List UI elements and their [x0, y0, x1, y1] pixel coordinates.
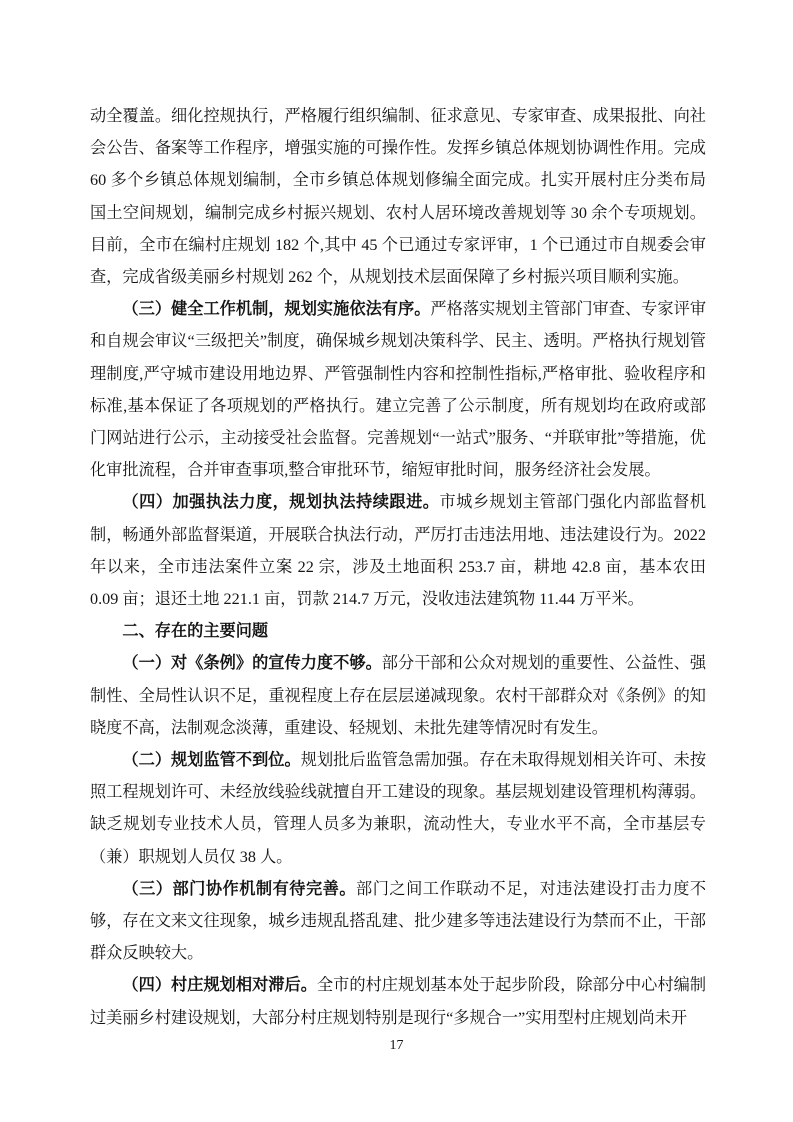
paragraph-lead: （三）部门协作机制有待完善。 [122, 879, 357, 898]
paragraph-problem-1-publicity [90, 647, 706, 744]
paragraph-text: 动全覆盖。细化控规执行，严格履行组织编制、征求意见、专家审查、成果报批、向社会公告、备案等工作程序，增强实施的可操作性。发挥乡镇总体规划协调性作用。完成 60 多个乡镇总体规划编制，全市乡镇总体规划修编全面完成。扎实开展村庄分类布局国土空间规划，编制完成乡村振兴规划、农村人居环境改善规划等 30 余个专项规划。目前，全市在编村庄规划 182 个,其中 45 个已通过专家评审，1 个已通过市自规委会审查，完成省级美丽乡村规划 262 个，从规划技术层面保障了乡村振兴项目顺利实施。 [90, 107, 706, 287]
page-footer [0, 1036, 793, 1056]
document-content [90, 100, 706, 1034]
paragraph-problem-3-coordination [90, 873, 706, 970]
page-number: 17 [389, 1038, 404, 1053]
paragraph-text: 部分干部和公众对规划的重要性、公益性、强制性、全局性认识不足，重视程度上存在层层递减现象。农村干部群众对《条例》的知晓度不高，法制观念淡薄，重建设、轻规划、未批先建等情况时有发生。 [90, 654, 707, 737]
paragraph-lead: （二）规划监管不到位。 [122, 751, 301, 770]
paragraph-text: 部门之间工作联动不足，对违法建设打击力度不够，存在文来文往现象，城乡违规乱搭乱建、批少建多等违法建设行为禁而不止，干部群众反映较大。 [90, 879, 707, 963]
paragraph-problem-4-village-planning [90, 969, 706, 1033]
paragraph-lead: （三）健全工作机制，规划实施依法有序。 [122, 300, 431, 319]
paragraph-problem-2-supervision [90, 744, 706, 873]
paragraph-lead: （四）村庄规划相对滞后。 [122, 976, 317, 995]
paragraph-lead: （四）加强执法力度，规划执法持续跟进。 [122, 493, 440, 512]
paragraph-item-3-mechanism [90, 293, 706, 486]
paragraph-text: 规划批后监管急需加强。存在未取得规划相关许可、未按照工程规划许可、未经放线验线就擅自开工建设的现象。基层规划建设管理机构薄弱。缺乏规划专业技术人员，管理人员多为兼职，流动性大，专业水平不高，全市基层专（兼）职规划人员仅 38 人。 [90, 751, 707, 866]
paragraph-item-4-enforcement [90, 486, 706, 615]
paragraph-text: 严格落实规划主管部门审查、专家评审和自规会审议“三级把关”制度，确保城乡规划决策科学、民主、透明。严格执行规划管理制度,严守城市建设用地边界、严管强制性内容和控制性指标,严格审批、验收程序和标准,基本保证了各项规划的严格执行。建立完善了公示制度，所有规划均在政府或部门网站进行公示，主动接受社会监督。完善规划“一站式”服务、“并联审批”等措施，优化审批流程，合并审查事项,整合审批环节，缩短审批时间，服务经济社会发展。 [90, 300, 707, 480]
paragraph-continuation [90, 100, 706, 293]
paragraph-lead: （一）对《条例》的宣传力度不够。 [122, 654, 382, 673]
paragraph-text: 全市的村庄规划基本处于起步阶段，除部分中心村编制过美丽乡村建设规划，大部分村庄规划特别是现行“多规合一”实用型村庄规划尚未开 [90, 976, 707, 1027]
section-heading: 二、存在的主要问题 [122, 622, 269, 641]
paragraph-text: 市城乡规划主管部门强化内部监督机制，畅通外部监督渠道，开展联合执法行动，严厉打击违法用地、违法建设行为。2022 年以来，全市违法案件立案 22 宗，涉及土地面积 253.7 亩，耕地 42.8 亩，基本农田 0.09 亩；退还土地 221.1 亩，罚款 214.7 万元，没收违法建筑物 11.44 万平米。 [90, 493, 707, 609]
